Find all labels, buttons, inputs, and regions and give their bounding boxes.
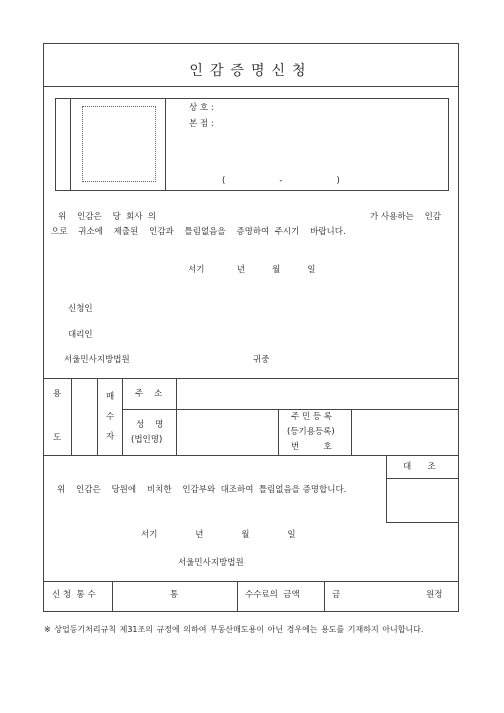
buyer-label-ja: 자 — [106, 432, 115, 442]
buyer-col-divider-2 — [122, 378, 123, 455]
table-bottom-line — [43, 455, 459, 456]
name-label: 성 명 — [136, 420, 164, 430]
head-office-label: 본 점 : — [189, 119, 214, 129]
name-sub-label: (법인명) — [131, 435, 163, 445]
reg-number-label-2: (등기용등록) — [287, 427, 335, 437]
statement-line-1-left: 위 인감은 당 회사 의 — [58, 212, 157, 222]
court-name-2: 서울민사지방법원 — [178, 558, 244, 568]
verify-seal-area[interactable] — [387, 479, 458, 521]
date-line-2[interactable]: 서기 년 월 일 — [141, 530, 296, 540]
fee-row-top — [43, 581, 459, 582]
applicant-label: 신청인 — [68, 304, 93, 314]
title-divider — [43, 86, 459, 87]
address-label: 주 소 — [135, 389, 163, 399]
reg-number-label-1: 주 민 등 록 — [291, 412, 332, 422]
form-title: 인감증명신청 — [189, 63, 313, 79]
statement-line-2: 으로 귀소에 제출된 인감과 틀림없음을 증명하여 주시기 바랍니다. — [51, 227, 346, 237]
trade-name-label: 상 호 : — [189, 103, 214, 113]
buyer-label-mae: 매 — [106, 392, 115, 402]
count-label: 신 청 통 수 — [52, 590, 96, 600]
verify-header: 대 조 — [403, 462, 436, 472]
count-unit[interactable]: 통 — [170, 590, 179, 600]
footnote: ※ 상업등기처리규칙 제31조의 규정에 의하여 부동산매도용이 아닌 경우에는 용도를 기재하지 아니합니다. — [44, 625, 424, 634]
reg-number-label-3: 번 호 — [291, 442, 332, 452]
purpose-input[interactable] — [72, 379, 96, 454]
seal-stamp-area[interactable] — [82, 106, 156, 182]
court-name: 서울민사지방법원 — [64, 355, 130, 365]
buyer-col-divider-1 — [97, 378, 98, 455]
company-box-divider-2 — [165, 98, 166, 191]
reg-number-input[interactable] — [352, 410, 458, 454]
fee-row-divider-2 — [237, 581, 238, 612]
fee-row-divider-1 — [112, 581, 113, 612]
fee-unit[interactable]: 원정 — [426, 590, 443, 600]
verify-statement: 위 인감은 당원에 비치한 인감부와 대조하여 틀림없음을 증명합니다. — [57, 485, 347, 495]
court-suffix: 귀중 — [253, 355, 270, 365]
company-box-divider-1 — [70, 98, 71, 191]
address-input[interactable] — [177, 379, 458, 408]
fee-prefix: 금 — [332, 590, 341, 600]
buyer-label-su: 수 — [106, 412, 115, 422]
reg-col-divider-left — [278, 409, 279, 455]
date-line-1[interactable]: 서기 년 월 일 — [188, 265, 316, 275]
purpose-label-yong: 용 — [53, 389, 62, 399]
agent-label: 대리인 — [68, 330, 93, 340]
statement-line-1-right: 가 사용하는 인감 — [370, 212, 441, 222]
fee-row-divider-3 — [324, 581, 325, 612]
verify-box-bottom — [386, 522, 459, 523]
purpose-label-do: 도 — [53, 433, 62, 443]
name-input[interactable] — [177, 410, 277, 454]
phone-number-field[interactable]: ( - ) — [222, 176, 340, 186]
fee-label: 수수료의 금액 — [245, 590, 300, 600]
